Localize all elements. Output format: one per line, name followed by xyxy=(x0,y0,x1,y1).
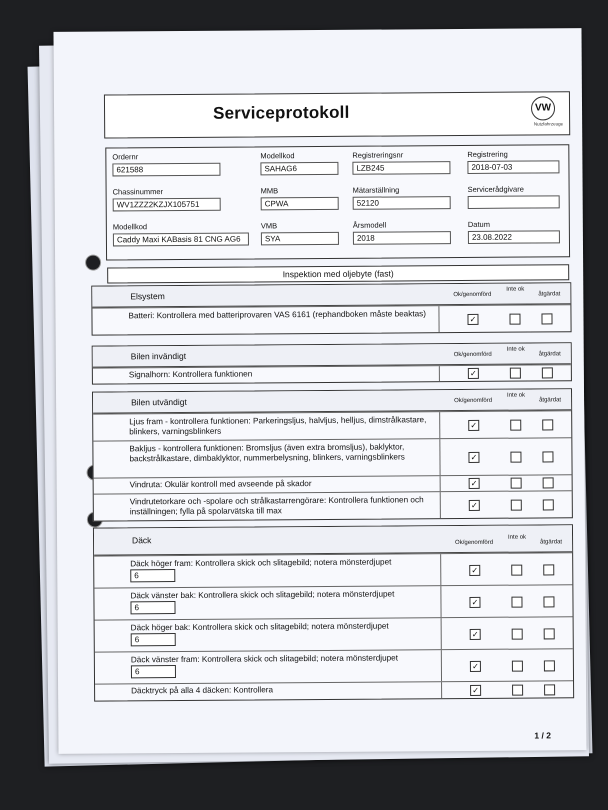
field-value: 2018-07-03 xyxy=(467,160,559,174)
check-row xyxy=(92,304,570,334)
check-item-text: Batteri: Kontrollera med batteriprovaren VAS 6161 (rephandboken måste beaktas) xyxy=(128,309,426,321)
inte-ok-checkbox[interactable] xyxy=(510,368,521,379)
vehicle-info-box xyxy=(105,144,570,260)
vmb-field xyxy=(261,221,339,246)
section-bilen-invandigt xyxy=(92,342,572,384)
field-label: Modellkod xyxy=(112,222,148,232)
field-value: SYA xyxy=(261,232,339,246)
section-title: Bilen invändigt xyxy=(130,350,187,362)
page-title: Serviceprotokoll xyxy=(212,102,350,123)
section-title: Elsystem xyxy=(130,291,165,302)
atgardat-checkbox[interactable] xyxy=(541,313,552,324)
section-title: Däck xyxy=(132,535,152,546)
field-value: 23.08.2022 xyxy=(468,230,560,244)
check-row xyxy=(94,552,572,587)
col-header-ok: Ok/genomförd xyxy=(453,291,492,299)
serviceradgivare-field xyxy=(468,184,560,209)
check-row xyxy=(95,680,573,700)
check-item-text: Signalhorn: Kontrollera funktionen xyxy=(128,369,253,380)
atgardat-checkbox[interactable] xyxy=(543,477,554,488)
col-header-ok: Ok/genomförd xyxy=(453,351,492,359)
field-label: Ordernr xyxy=(112,152,139,162)
check-item-text: Bakljus - kontrollera funktionen: Bromsljus (även extra bromsljus), baklyktor, backstrålkastare, dimbaklyktor, nummerbelysning, blinkers, varningsblinkers xyxy=(129,442,405,464)
col-header-ok: Ok/genomförd xyxy=(455,539,494,547)
col-header-inte-ok: Inte ok xyxy=(507,534,527,541)
col-header-atgardat: åtgärdat xyxy=(540,539,563,546)
field-value: SAHAG6 xyxy=(260,162,338,176)
ordernr-field xyxy=(112,152,220,177)
field-value: Caddy Maxi KABasis 81 CNG AG6 xyxy=(113,232,249,246)
atgardat-checkbox[interactable] xyxy=(543,499,554,510)
modellkod-field xyxy=(260,151,338,176)
atgardat-checkbox[interactable] xyxy=(542,451,553,462)
section-dack xyxy=(93,524,574,701)
modell-field xyxy=(113,221,249,246)
col-header-atgardat: åtgärdat xyxy=(538,291,561,298)
logo-subtext: Nutzfahrzeuge xyxy=(533,121,564,127)
section-header xyxy=(94,525,572,555)
field-value: LZB245 xyxy=(352,161,450,175)
check-item-text: Däck höger fram: Kontrollera skick och slitagebild; notera mönsterdjupet 6 xyxy=(130,557,400,582)
field-value: 2018 xyxy=(353,231,451,245)
ok-checkbox[interactable]: ✓ xyxy=(469,597,480,608)
atgardat-checkbox[interactable] xyxy=(543,564,554,575)
inte-ok-checkbox[interactable] xyxy=(510,452,521,463)
atgardat-checkbox[interactable] xyxy=(544,628,555,639)
header-box xyxy=(104,91,570,138)
field-label: Mätarställning xyxy=(352,185,400,195)
registrering-field xyxy=(467,149,559,174)
ok-checkbox[interactable]: ✓ xyxy=(470,661,481,672)
check-row xyxy=(95,648,573,683)
check-item-text: Däck vänster bak: Kontrollera skick och slitagebild; notera mönsterdjupet 6 xyxy=(130,589,400,614)
check-item-text: Däck höger bak: Kontrollera skick och slitagebild; notera mönsterdjupet 6 xyxy=(131,621,401,646)
section-elsystem xyxy=(91,282,571,335)
field-value xyxy=(468,195,560,209)
inte-ok-checkbox[interactable] xyxy=(511,565,522,576)
field-value: 621588 xyxy=(112,163,220,177)
ok-checkbox[interactable]: ✓ xyxy=(469,565,480,576)
inte-ok-checkbox[interactable] xyxy=(509,314,520,325)
inte-ok-checkbox[interactable] xyxy=(511,478,522,489)
field-value: 52120 xyxy=(353,196,451,210)
tread-depth-input[interactable]: 6 xyxy=(131,633,176,646)
vw-logo-icon: VW xyxy=(531,96,555,120)
field-label: Datum xyxy=(467,219,490,229)
ok-checkbox[interactable]: ✓ xyxy=(467,314,478,325)
check-item-text: Vindrutetorkare och -spolare och strålkastarrengörare: Kontrollera funktionen och inställningen; fylla på spolarvätska till max xyxy=(129,495,424,517)
col-header-inte-ok: Inte ok xyxy=(507,392,526,399)
col-header-ok: Ok/genomförd xyxy=(454,397,493,405)
field-label: Servicerådgivare xyxy=(467,184,524,194)
inte-ok-checkbox[interactable] xyxy=(511,597,522,608)
inte-ok-checkbox[interactable] xyxy=(512,685,523,696)
registreringsnr-field xyxy=(352,150,450,175)
field-label: Chassinummer xyxy=(112,187,164,197)
arsmodell-field xyxy=(353,220,451,245)
col-header-inte-ok: Inte ok xyxy=(506,286,525,293)
ok-checkbox[interactable]: ✓ xyxy=(470,629,481,640)
field-label: Registrering xyxy=(467,149,508,159)
inte-ok-checkbox[interactable] xyxy=(511,500,522,511)
ok-checkbox[interactable]: ✓ xyxy=(468,368,479,379)
punch-hole xyxy=(85,255,101,271)
mmb-field xyxy=(261,186,339,211)
field-label: VMB xyxy=(260,221,278,231)
col-header-atgardat: åtgärdat xyxy=(539,397,562,404)
field-label: Registreringsnr xyxy=(352,150,404,160)
ok-checkbox[interactable]: ✓ xyxy=(469,500,480,511)
section-bilen-utvandigt xyxy=(92,388,573,521)
ok-checkbox[interactable]: ✓ xyxy=(469,478,480,489)
check-item-text: Vindruta: Okulär kontroll med avseende på skador xyxy=(129,479,312,490)
datum-field xyxy=(468,219,560,244)
check-row xyxy=(94,490,572,520)
inte-ok-checkbox[interactable] xyxy=(512,661,523,672)
check-row xyxy=(93,410,571,440)
ok-checkbox[interactable]: ✓ xyxy=(468,420,479,431)
col-header-atgardat: åtgärdat xyxy=(538,351,561,358)
ok-checkbox[interactable]: ✓ xyxy=(468,452,479,463)
page-number: 1 / 2 xyxy=(534,730,551,741)
inte-ok-checkbox[interactable] xyxy=(512,629,523,640)
check-row xyxy=(93,364,571,383)
section-title: Bilen utvändigt xyxy=(131,396,187,408)
field-label: MMB xyxy=(260,186,279,196)
ok-checkbox[interactable]: ✓ xyxy=(470,685,481,696)
atgardat-checkbox[interactable] xyxy=(544,684,555,695)
check-row xyxy=(95,616,573,651)
check-item-text: Däcktryck på alla 4 däcken: Kontrollera xyxy=(131,685,274,696)
check-item-text: Däck vänster fram: Kontrollera skick och slitagebild; notera mönsterdjupet 6 xyxy=(131,653,401,678)
matarstallning-field xyxy=(353,185,451,210)
atgardat-checkbox[interactable] xyxy=(544,660,555,671)
tread-depth-input[interactable]: 6 xyxy=(131,665,176,678)
atgardat-checkbox[interactable] xyxy=(542,419,553,430)
tread-depth-input[interactable]: 6 xyxy=(130,569,175,582)
tread-depth-input[interactable]: 6 xyxy=(130,601,175,614)
inspection-banner: Inspektion med oljebyte (fast) xyxy=(107,264,569,283)
inte-ok-checkbox[interactable] xyxy=(510,420,521,431)
check-item-text: Ljus fram - kontrollera funktionen: Parkeringsljus, halvljus, helljus, dimstrålkastare, blinkers, varningsblinkers xyxy=(129,415,427,437)
service-protocol-sheet xyxy=(53,28,586,754)
field-label: Årsmodell xyxy=(352,220,387,230)
field-value: WV1ZZZ2KZJX105751 xyxy=(113,198,221,212)
field-label: Modellkod xyxy=(260,151,295,161)
col-header-inte-ok: Inte ok xyxy=(506,346,525,353)
check-row xyxy=(93,437,571,477)
atgardat-checkbox[interactable] xyxy=(542,367,553,378)
field-value: CPWA xyxy=(261,197,339,211)
check-row xyxy=(94,584,572,619)
chassinummer-field xyxy=(113,187,221,212)
atgardat-checkbox[interactable] xyxy=(543,596,554,607)
